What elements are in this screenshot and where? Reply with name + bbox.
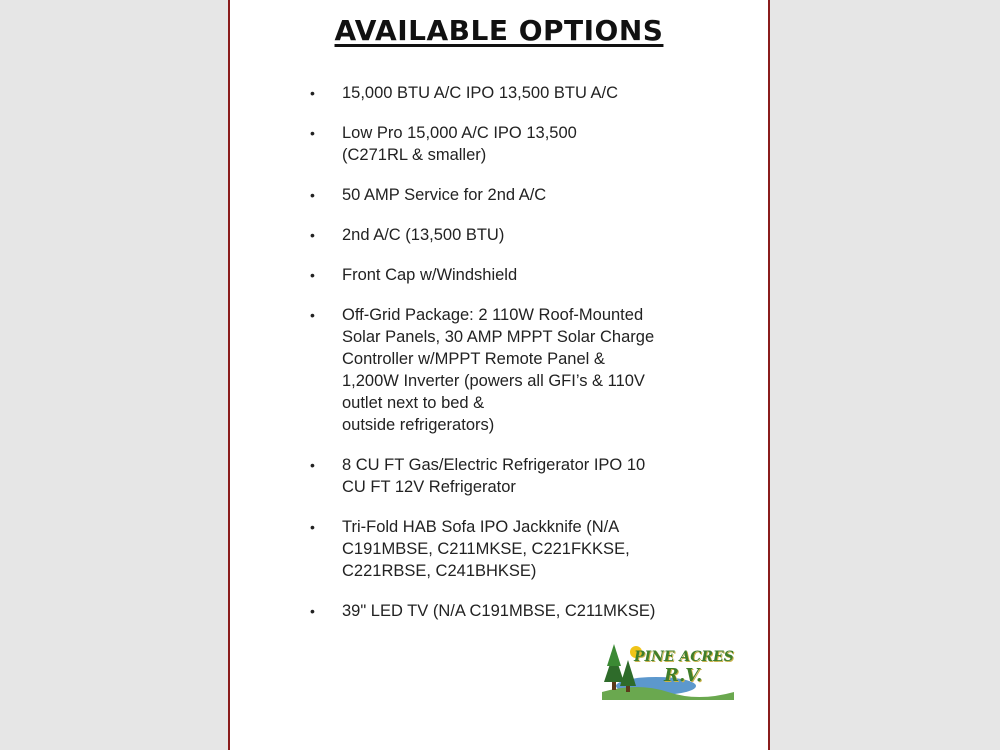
bullet-icon: •: [310, 603, 315, 619]
bullet-icon: •: [310, 519, 315, 535]
option-item: [308, 224, 748, 246]
option-line: Solar Panels, 30 AMP MPPT Solar Charge: [342, 328, 655, 346]
option-line: 50 AMP Service for 2nd A/C: [342, 186, 547, 204]
option-line: Front Cap w/Windshield: [342, 266, 518, 284]
option-line: CU FT 12V Refrigerator: [342, 478, 516, 496]
bullet-icon: •: [310, 85, 315, 101]
bullet-icon: •: [310, 267, 315, 283]
option-item: [308, 304, 748, 436]
option-line: 15,000 BTU A/C IPO 13,500 BTU A/C: [342, 84, 619, 102]
option-line: C191MBSE, C211MKSE, C221FKKSE,: [342, 540, 630, 558]
logo-line-2: R.V.: [664, 665, 703, 686]
option-line: outside refrigerators): [342, 416, 495, 434]
options-sheet: [228, 0, 770, 750]
option-line: Tri-Fold HAB Sofa IPO Jackknife (N/A: [342, 518, 620, 536]
bullet-icon: •: [310, 307, 315, 323]
bullet-icon: •: [310, 187, 315, 203]
bullet-icon: •: [310, 457, 315, 473]
option-line: Off-Grid Package: 2 110W Roof-Mounted: [342, 306, 644, 324]
option-item: [308, 516, 748, 582]
page-title: AVAILABLE OPTIONS: [334, 14, 664, 47]
bullet-icon: •: [310, 227, 315, 243]
option-item: [308, 184, 748, 206]
option-line: C221RBSE, C241BHKSE): [342, 562, 537, 580]
logo-line-1: PINE ACRES: [634, 649, 734, 665]
option-item: [308, 122, 748, 166]
option-item: [308, 82, 748, 104]
option-line: 39" LED TV (N/A C191MBSE, C211MKSE): [342, 602, 656, 620]
option-item: [308, 600, 748, 622]
pine-acres-logo: [598, 642, 738, 706]
option-line: Controller w/MPPT Remote Panel &: [342, 350, 605, 368]
option-line: (C271RL & smaller): [342, 146, 487, 164]
option-line: 8 CU FT Gas/Electric Refrigerator IPO 10: [342, 456, 646, 474]
option-item: [308, 454, 748, 498]
bullet-icon: •: [310, 125, 315, 141]
option-item: [308, 264, 748, 286]
option-line: outlet next to bed &: [342, 394, 485, 412]
option-line: Low Pro 15,000 A/C IPO 13,500: [342, 124, 577, 142]
option-line: 1,200W Inverter (powers all GFI’s & 110V: [342, 372, 645, 390]
option-line: 2nd A/C (13,500 BTU): [342, 226, 505, 244]
options-list: [308, 82, 748, 622]
logo-wordmark: [634, 650, 734, 687]
